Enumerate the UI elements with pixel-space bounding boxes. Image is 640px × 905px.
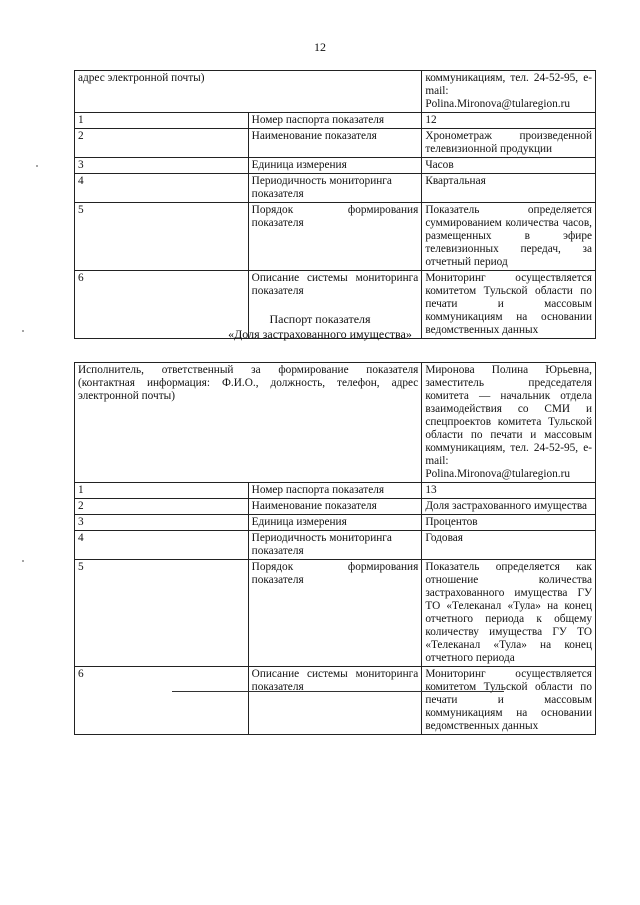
row-label: Порядок формирования показателя: [248, 560, 422, 667]
table-row: [75, 174, 596, 203]
row-label: Наименование показателя: [248, 129, 422, 158]
table-cell-label: Исполнитель, ответственный за формирование показателя (контактная информация: Ф.И.О., должность, телефон, адрес электронной почты): [75, 363, 422, 483]
row-label: Наименование показателя: [248, 499, 422, 515]
table-row: [75, 71, 596, 113]
row-label: Единица измерения: [248, 515, 422, 531]
row-label: Номер паспорта показателя: [248, 113, 422, 129]
table-row: [75, 158, 596, 174]
row-value: Процентов: [422, 515, 596, 531]
row-number: 3: [75, 158, 249, 174]
row-label: Описание системы мониторинга показателя: [248, 271, 422, 339]
passport-subtitle: «Доля застрахованного имущества»: [228, 327, 412, 341]
row-value: Показатель определяется как отношение количества застрахованного имущества ГУ ТО «Телеканал «Тула» на конец отчетного периода к общему количеству имущества ГУ ТО «Телеканал «Тула» на конец отчетного периода: [422, 560, 596, 667]
table-row: [75, 499, 596, 515]
table-row: [75, 113, 596, 129]
scan-dot: [22, 560, 24, 562]
row-label: Периодичность мониторинга показателя: [248, 174, 422, 203]
row-number: 5: [75, 560, 249, 667]
row-number: 2: [75, 499, 249, 515]
passport-title: Паспорт показателя: [269, 312, 371, 326]
row-number: 2: [75, 129, 249, 158]
row-number: 1: [75, 113, 249, 129]
passport-table-1: [74, 70, 596, 339]
table-row: [75, 531, 596, 560]
table-row: [75, 203, 596, 271]
row-value: Показатель определяется суммированием количества часов, размещенных в эфире телевизионных передач, за отчетный период: [422, 203, 596, 271]
table-row: [75, 667, 596, 735]
scan-dot: [22, 330, 24, 332]
row-value: Квартальная: [422, 174, 596, 203]
row-number: 4: [75, 531, 249, 560]
row-value: Доля застрахованного имущества: [422, 499, 596, 515]
row-value: Хронометраж произведенной телевизионной продукции: [422, 129, 596, 158]
row-number: 6: [75, 667, 249, 735]
row-value: 12: [422, 113, 596, 129]
table-row: [75, 515, 596, 531]
table-row: [75, 483, 596, 499]
row-number: 3: [75, 515, 249, 531]
table-cell-value: Миронова Полина Юрьевна, заместитель председателя комитета — начальник отдела взаимодействия со СМИ и спецпроектов комитета Тульской области по печати и массовым коммуникациям, тел. 24-52-95, e-mail: Polina.Mironova@tularegion.ru: [422, 363, 596, 483]
row-label: Номер паспорта показателя: [248, 483, 422, 499]
row-value: 13: [422, 483, 596, 499]
row-number: 4: [75, 174, 249, 203]
table-row: [75, 363, 596, 483]
row-value: Мониторинг осуществляется комитетом Тульской области по печати и массовым коммуникациям на основании ведомственных данных: [422, 271, 596, 339]
scan-dot: [36, 165, 38, 167]
passport-table-2: [74, 362, 596, 735]
table-row: [75, 560, 596, 667]
table-cell-label: адрес электронной почты): [75, 71, 422, 113]
row-label: Описание системы мониторинга показателя: [248, 667, 422, 735]
table-cell-value: коммуникациям, тел. 24-52-95, e-mail: Polina.Mironova@tularegion.ru: [422, 71, 596, 113]
row-label: Порядок формирования показателя: [248, 203, 422, 271]
row-value: Мониторинг осуществляется комитетом Тульской области по печати и массовым коммуникациям на основании ведомственных данных: [422, 667, 596, 735]
row-value: Годовая: [422, 531, 596, 560]
page-number: 12: [314, 40, 326, 54]
row-label: Единица измерения: [248, 158, 422, 174]
table-row: [75, 129, 596, 158]
end-separator-line: [172, 691, 504, 692]
row-number: 6: [75, 271, 249, 339]
row-value: Часов: [422, 158, 596, 174]
row-label: Периодичность мониторинга показателя: [248, 531, 422, 560]
row-number: 5: [75, 203, 249, 271]
row-number: 1: [75, 483, 249, 499]
